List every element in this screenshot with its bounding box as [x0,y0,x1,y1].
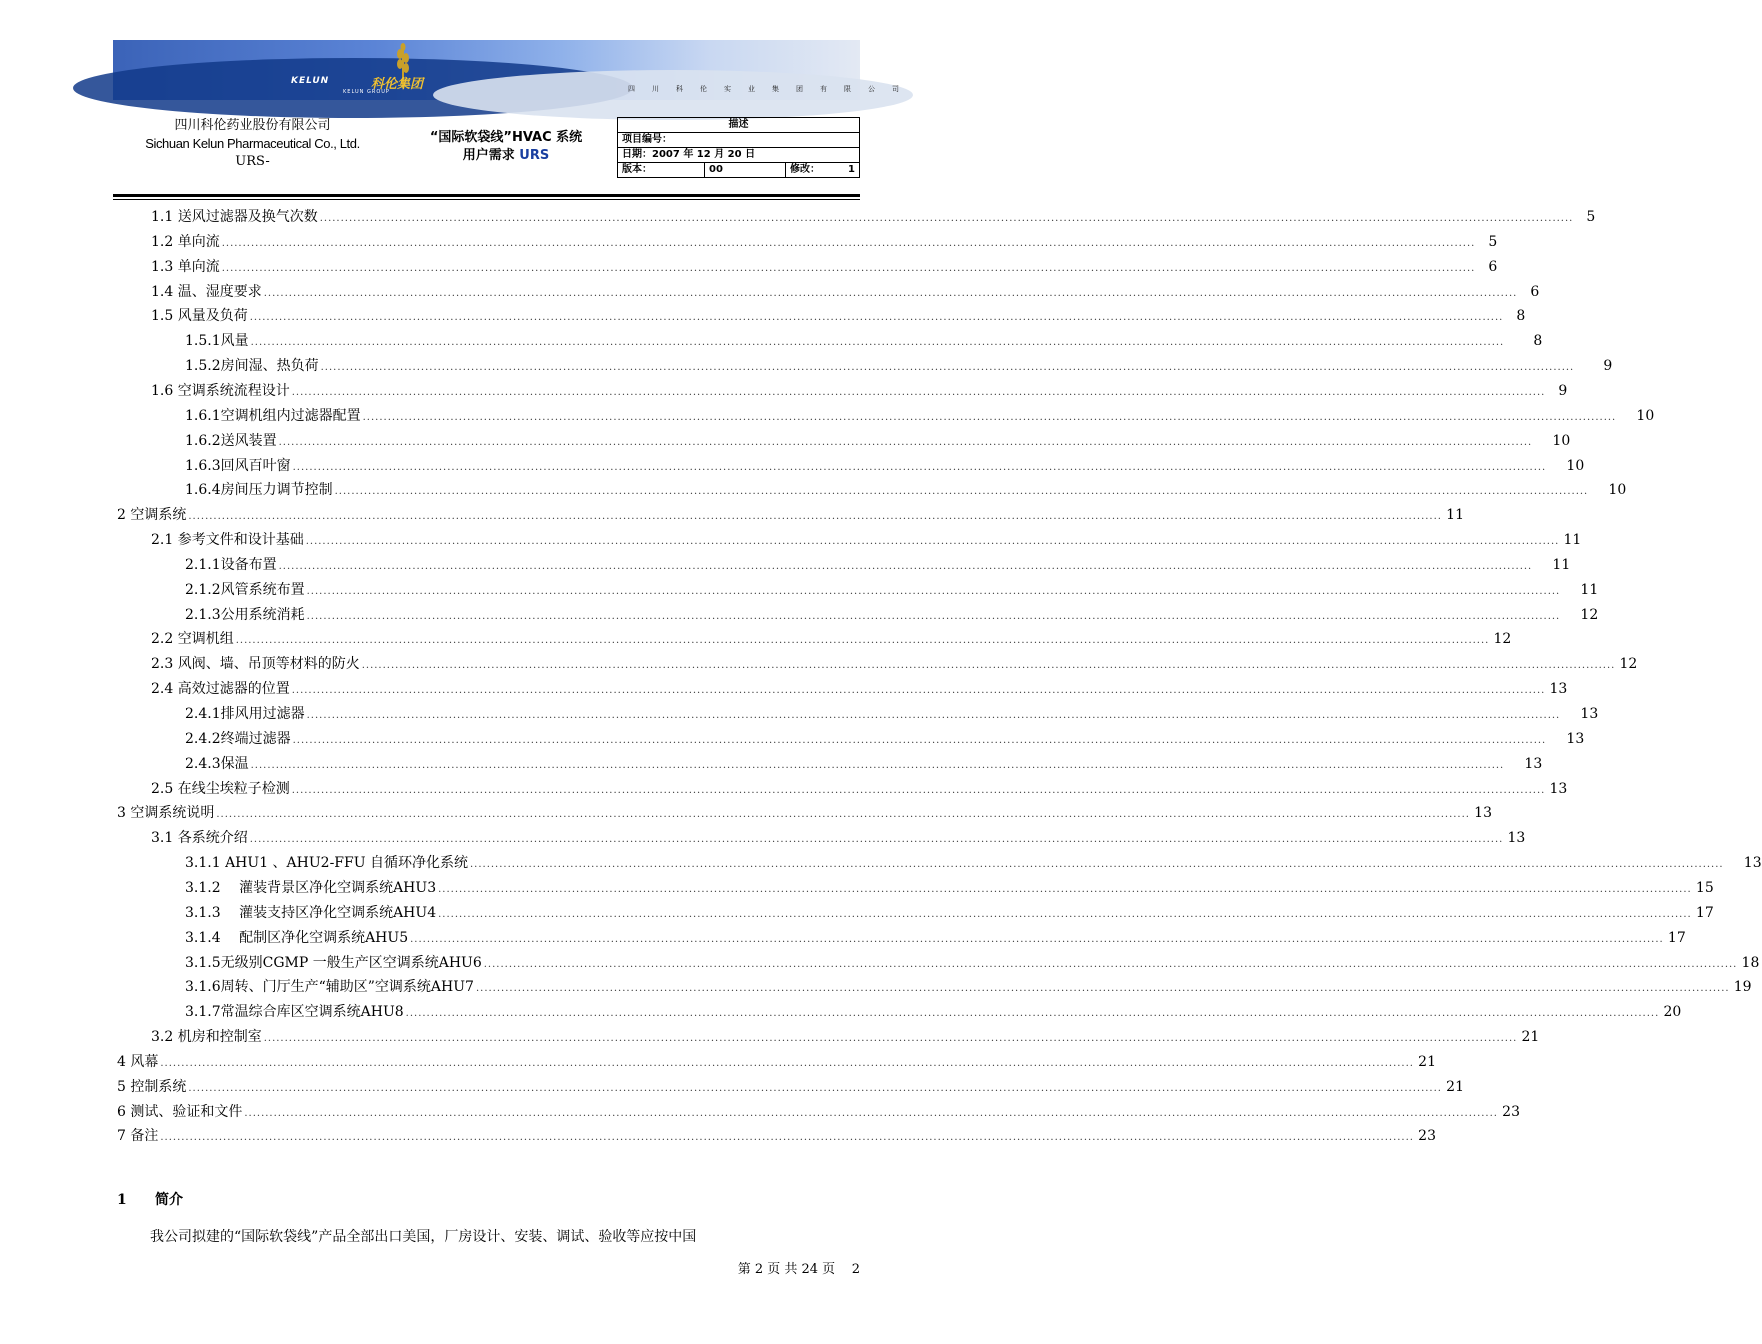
toc-entry[interactable] [185,752,1543,777]
toc-leader-dots: ............................................................................................................................................................................................................................................................................................................ [305,536,1560,548]
toc-entry[interactable] [151,304,1526,329]
toc-entry[interactable] [117,1050,1436,1075]
toc-entry-label: 3.1.7常温综合库区空调系统AHU8 [185,1004,404,1021]
toc-entry-page: 9 [1558,382,1568,399]
version-value-cell: 00 [705,163,786,178]
toc-leader-dots: ............................................................................................................................................................................................................................................................................................................ [410,933,1664,945]
company-name-cn: 四川科伦药业股份有限公司 [174,118,331,133]
toc-leader-dots: ............................................................................................................................................................................................................................................................................................................ [306,710,1561,721]
document-title: “国际软袋线”HVAC 系统 [429,130,583,145]
toc-entry-label: 1.6.4房间压力调节控制 [185,482,333,499]
toc-entry[interactable] [151,205,1596,230]
toc-entry-label: 2 空调系统 [117,507,187,524]
toc-entry-page: 12 [1580,606,1599,623]
section-heading [117,1189,183,1209]
toc-leader-dots: ............................................................................................................................................................................................................................................................................................................ [235,635,1490,647]
toc-entry-page: 10 [1552,432,1571,449]
toc-entry-page: 18 [1741,954,1760,971]
toc-entry-label: 2.3 风阀、墙、吊顶等材料的防火 [151,656,360,673]
toc-entry[interactable] [185,702,1599,727]
toc-entry-page: 5 [1488,233,1498,250]
toc-entry[interactable] [151,826,1526,851]
toc-entry-page: 13 [1474,805,1492,822]
toc-leader-dots: ............................................................................................................................................................................................................................................................................................................ [278,436,1533,448]
toc-entry-label: 5 控制系统 [117,1078,187,1095]
toc-entry-page: 13 [1580,706,1599,722]
toc-entry[interactable] [185,926,1686,951]
toc-entry[interactable] [185,876,1714,901]
toc-leader-dots: ............................................................................................................................................................................................................................................................................................................ [291,784,1546,796]
toc-entry[interactable] [151,677,1568,702]
toc-entry-label: 2.4 高效过滤器的位置 [151,681,290,698]
toc-entry-label: 1.1 送风过滤器及换气次数 [151,209,318,225]
toc-leader-dots: ............................................................................................................................................................................................................................................................................................................ [160,1132,1414,1144]
toc-entry[interactable] [185,454,1585,479]
toc-entry-label: 3.1.3 灌装支持区净化空调系统AHU4 [185,904,437,921]
toc-entry[interactable] [151,777,1568,802]
toc-entry[interactable] [185,429,1571,454]
toc-entry-label: 3.1.6周转、门厅生产“辅助区”空调系统AHU7 [185,979,474,996]
toc-entry-page: 21 [1446,1078,1464,1095]
company-name-en: Sichuan Kelun Pharmaceutical Co., Ltd. [145,136,360,151]
toc-entry[interactable] [185,578,1599,603]
document-title-block [395,129,617,165]
toc-leader-dots: ............................................................................................................................................................................................................................................................................................................ [291,386,1546,398]
toc-entry[interactable] [117,1124,1436,1149]
document-info-table [617,117,860,178]
toc-leader-dots: ............................................................................................................................................................................................................................................................................................................ [306,610,1561,622]
toc-entry-label: 3.1.5无级别CGMP 一般生产区空调系统AHU6 [185,954,482,971]
section-title: 简介 [155,1192,183,1208]
page-footer [738,1258,860,1277]
toc-entry[interactable] [185,727,1585,752]
toc-leader-dots: ............................................................................................................................................................................................................................................................................................................ [362,411,1617,423]
toc-entry[interactable] [185,975,1752,1000]
toc-entry-label: 1.5 风量及负荷 [151,308,248,325]
banner-company-name: 四川科伦实业集团有限公司 [628,85,916,93]
toc-leader-dots: ............................................................................................................................................................................................................................................................................................................ [438,883,1692,895]
toc-leader-dots: ............................................................................................................................................................................................................................................................................................................ [221,262,1476,274]
toc-entry-label: 3 空调系统说明 [117,805,215,822]
toc-entry-label: 2.1.2风管系统布置 [185,581,305,598]
toc-entry-label: 3.1.2 灌装背景区净化空调系统AHU3 [185,879,437,896]
toc-leader-dots: ............................................................................................................................................................................................................................................................................................................ [292,734,1547,746]
toc-leader-dots: ............................................................................................................................................................................................................................................................................................................ [188,1082,1442,1094]
toc-leader-dots: ............................................................................................................................................................................................................................................................................................................ [291,685,1546,697]
toc-entry[interactable] [117,1100,1520,1125]
toc-entry-page: 20 [1663,1004,1682,1021]
revision-cell [786,163,860,178]
toc-entry-page: 6 [1530,283,1540,300]
toc-entry-label: 1.3 单向流 [151,258,220,275]
toc-entry-page: 13 [1549,681,1568,698]
doc-code: URS- [235,154,270,169]
version-label-cell: 版本： [618,163,705,178]
toc-entry-label: 3.1 各系统介绍 [151,830,248,847]
description-cell: 描述 [618,118,860,133]
toc-entry-page: 10 [1566,457,1585,474]
toc-entry[interactable] [185,404,1655,429]
toc-leader-dots: ............................................................................................................................................................................................................................................................................................................ [188,511,1442,523]
toc-entry-label: 1.2 单向流 [151,233,220,250]
toc-entry[interactable] [185,478,1627,503]
subtitle-prefix: 用户需求 [462,148,520,163]
toc-leader-dots: ............................................................................................................................................................................................................................................................................................................ [469,859,1724,871]
toc-entry[interactable] [185,603,1599,628]
toc-entry[interactable] [151,255,1498,280]
toc-leader-dots: ............................................................................................................................................................................................................................................................................................................ [216,809,1470,821]
toc-leader-dots: ............................................................................................................................................................................................................................................................................................................ [292,461,1547,473]
header-rule-thin [113,199,860,200]
logo-sub-text: KELUN GROUP [343,89,390,95]
logo-en-text: KELUN [291,76,330,86]
toc-entry-page: 21 [1521,1029,1540,1046]
toc-entry[interactable] [151,528,1582,553]
toc-entry-label: 3.1.1 AHU1 、AHU2-FFU 自循环净化系统 [185,855,468,872]
toc-entry[interactable] [185,901,1714,926]
toc-entry-page: 9 [1603,358,1613,375]
toc-entry[interactable] [185,1000,1682,1025]
toc-entry[interactable] [151,1025,1540,1050]
toc-entry[interactable] [151,280,1540,305]
toc-entry-label: 1.5.1风量 [185,333,249,350]
toc-entry-page: 11 [1563,532,1582,549]
page-number: 2 [851,1262,860,1277]
toc-entry[interactable] [151,652,1638,677]
toc-leader-dots: ............................................................................................................................................................................................................................................................................................................ [221,237,1476,249]
revision-value: 1 [848,164,855,175]
toc-entry[interactable] [117,801,1492,826]
toc-entry-page: 8 [1516,308,1526,325]
toc-entry-page: 17 [1667,929,1686,946]
toc-entry-page: 11 [1446,507,1464,524]
section-number: 1 [117,1192,127,1208]
toc-entry-page: 11 [1552,556,1571,573]
toc-entry-page: 13 [1524,755,1543,772]
toc-entry-label: 2.1.1设备布置 [185,556,277,573]
toc-leader-dots: ............................................................................................................................................................................................................................................................................................................ [249,834,1504,846]
toc-entry-label: 1.6.1空调机组内过滤器配置 [185,407,361,424]
toc-leader-dots: ............................................................................................................................................................................................................................................................................................................ [250,337,1505,349]
toc-leader-dots: ............................................................................................................................................................................................................................................................................................................ [244,1107,1498,1119]
toc-entry-label: 4 风幕 [117,1053,159,1070]
toc-entry-label: 2.1.3公用系统消耗 [185,606,305,623]
toc-entry-page: 12 [1493,631,1512,648]
toc-entry-label: 6 测试、验证和文件 [117,1103,243,1120]
subtitle-urs: URS [519,148,550,163]
toc-entry-label: 2.4.3保温 [185,755,249,772]
intro-paragraph: 我公司拟建的“国际软袋线”产品全部出口美国，厂房设计、安装、调试、验收等应按中国 [150,1229,697,1245]
toc-entry-page: 13 [1743,855,1762,872]
toc-entry[interactable] [185,553,1571,578]
toc-entry-page: 23 [1418,1128,1436,1145]
toc-entry-page: 21 [1418,1053,1436,1070]
project-number-cell: 项目编号： [618,133,860,148]
toc-entry-label: 2.1 参考文件和设计基础 [151,532,304,549]
toc-entry[interactable] [185,951,1760,976]
revision-label: 修改： [790,164,820,175]
toc-leader-dots: ............................................................................................................................................................................................................................................................................................................ [250,759,1505,771]
toc-entry-page: 13 [1507,830,1526,847]
toc-entry-label: 1.4 温、湿度要求 [151,283,262,300]
company-block [120,117,385,171]
toc-entry-label: 3.2 机房和控制室 [151,1029,262,1046]
toc-leader-dots: ............................................................................................................................................................................................................................................................................................................ [278,560,1533,572]
toc-leader-dots: ............................................................................................................................................................................................................................................................................................................ [334,486,1589,498]
page-count-text: 第 2 页 共 24 页 [737,1262,836,1277]
toc-entry-page: 15 [1695,879,1714,896]
toc-entry-page: 19 [1733,979,1752,996]
toc-entry-page: 11 [1580,581,1599,598]
toc-entry-page: 13 [1566,730,1585,747]
toc-entry[interactable] [151,627,1512,652]
toc-entry-page: 5 [1586,209,1596,225]
toc-entry-label: 3.1.4 配制区净化空调系统AHU5 [185,929,409,946]
toc-entry[interactable] [151,230,1498,255]
toc-entry-page: 13 [1549,780,1568,797]
toc-entry-label: 1.6.3回风百叶窗 [185,457,291,474]
banner-swoosh-light [433,70,913,120]
toc-entry[interactable] [185,329,1543,354]
toc-entry-page: 10 [1608,482,1627,499]
date-cell: 日期：2007 年 12 月 20 日 [618,148,860,163]
toc-leader-dots: ............................................................................................................................................................................................................................................................................................................ [361,660,1616,672]
toc-entry-label: 1.6.2送风装置 [185,432,277,449]
toc-leader-dots: ............................................................................................................................................................................................................................................................................................................ [475,983,1730,995]
logo-cn-text: 科伦集团 [371,77,424,92]
toc-leader-dots: ............................................................................................................................................................................................................................................................................................................ [263,1033,1518,1045]
toc-leader-dots: ............................................................................................................................................................................................................................................................................................................ [306,585,1561,597]
toc-entry[interactable] [185,354,1613,379]
document-subtitle [395,147,617,165]
toc-leader-dots: ............................................................................................................................................................................................................................................................................................................ [249,312,1504,324]
toc-entry-page: 17 [1695,904,1714,921]
toc-entry-label: 7 备注 [117,1128,159,1145]
toc-entry-label: 2.5 在线尘埃粒子检测 [151,780,290,797]
toc-entry-label: 2.4.1排风用过滤器 [185,706,305,722]
toc-entry-page: 10 [1636,407,1655,424]
toc-leader-dots: ............................................................................................................................................................................................................................................................................................................ [405,1008,1660,1020]
toc-leader-dots: ............................................................................................................................................................................................................................................................................................................ [483,958,1738,970]
toc-leader-dots: ............................................................................................................................................................................................................................................................................................................ [320,362,1575,374]
toc-entry-label: 2.2 空调机组 [151,631,234,648]
toc-entry[interactable] [117,1075,1464,1100]
toc-entry-label: 1.5.2房间湿、热负荷 [185,358,319,375]
toc-entry[interactable] [151,379,1568,404]
toc-leader-dots: ............................................................................................................................................................................................................................................................................................................ [263,287,1518,299]
toc-leader-dots: ............................................................................................................................................................................................................................................................................................................ [319,213,1574,224]
toc-entry-label: 2.4.2终端过滤器 [185,730,291,747]
toc-entry-label: 1.6 空调系统流程设计 [151,382,290,399]
toc-leader-dots: ............................................................................................................................................................................................................................................................................................................ [160,1057,1414,1069]
toc-entry[interactable] [117,503,1464,528]
toc-entry-page: 23 [1502,1103,1520,1120]
header-rule-thick [113,194,860,197]
header-banner [113,40,916,100]
toc-entry[interactable] [185,851,1762,876]
toc-leader-dots: ............................................................................................................................................................................................................................................................................................................ [438,908,1692,920]
toc-entry-page: 12 [1619,656,1638,673]
toc-entry-page: 8 [1533,333,1543,350]
toc-entry-page: 6 [1488,258,1498,275]
